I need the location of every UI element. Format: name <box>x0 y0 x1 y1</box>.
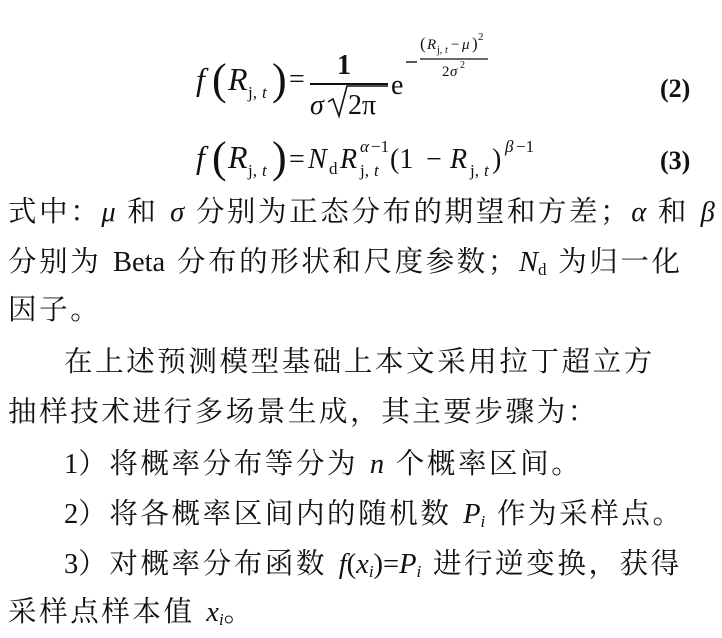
svg-text:α: α <box>360 137 369 156</box>
svg-text:R: R <box>427 37 437 53</box>
symbol-n: n <box>369 449 385 480</box>
svg-text:t: t <box>445 45 448 56</box>
symbol-beta: β <box>700 197 715 228</box>
text-span: 分别为正态分布的期望和方差； <box>195 195 632 228</box>
text-span: 抽样技术进行多场景生成，其主要步骤为： <box>8 395 599 428</box>
step-3 <box>64 546 682 590</box>
svg-text:−1: −1 <box>371 137 390 156</box>
svg-text:2: 2 <box>478 31 484 43</box>
text-span: 采样点样本值 <box>8 595 195 628</box>
svg-text:d: d <box>329 159 338 178</box>
svg-text:R: R <box>340 144 358 175</box>
svg-text:(1: (1 <box>390 144 414 175</box>
paragraph-2-line-2 <box>8 394 599 430</box>
text-span: 作为采样点。 <box>496 497 684 530</box>
svg-text:): ) <box>272 55 287 104</box>
text-span: 和 <box>657 195 689 228</box>
svg-text:t: t <box>262 83 267 102</box>
svg-text:j,: j, <box>360 161 369 180</box>
svg-text:=: = <box>289 64 305 95</box>
equation-2 <box>192 22 552 132</box>
text-span: 和 <box>127 195 159 228</box>
svg-text:R: R <box>228 61 248 97</box>
step-1 <box>64 446 582 483</box>
step-2 <box>64 496 684 540</box>
symbol-P: P <box>399 549 417 580</box>
svg-text:−: − <box>426 144 442 175</box>
paren-close: ) <box>373 549 384 580</box>
svg-text:R: R <box>450 144 468 175</box>
symbol-i-subscript: i <box>416 562 422 581</box>
svg-text:μ: μ <box>462 37 470 53</box>
equation-2-formula <box>192 22 552 132</box>
equation-2-number: (2) <box>660 74 691 103</box>
svg-text:(: ( <box>420 34 426 53</box>
symbol-mu: μ <box>101 197 116 228</box>
svg-text:j,: j, <box>437 45 443 56</box>
text-span: 进行逆变换，获得 <box>432 547 682 580</box>
equation-3 <box>192 130 592 190</box>
text-span: 为归一化 <box>558 245 683 278</box>
svg-text:t: t <box>262 161 267 180</box>
svg-text:): ) <box>272 133 287 182</box>
svg-text:f: f <box>196 139 205 175</box>
symbol-alpha: α <box>631 197 647 228</box>
symbol-N: N <box>519 247 539 278</box>
svg-text:t: t <box>374 161 379 180</box>
svg-text:): ) <box>472 34 478 53</box>
symbol-d-subscript: d <box>538 260 547 279</box>
text-span: 在上述预测模型基础上本文采用拉丁超立方 <box>64 345 655 378</box>
symbol-i-subscript: i <box>218 610 224 629</box>
svg-text:β: β <box>505 137 514 156</box>
svg-text:e: e <box>391 70 404 101</box>
symbol-f: f <box>338 549 347 580</box>
svg-text:σ: σ <box>450 64 458 80</box>
paragraph-2-line-1 <box>64 344 655 380</box>
text-span: 分别为 <box>8 245 102 278</box>
text-span: 。 <box>223 595 255 628</box>
equation-3-number: (3) <box>660 146 691 175</box>
svg-text:−: − <box>451 37 460 53</box>
text-span: 分布的形状和尺度参数； <box>176 245 519 278</box>
svg-text:R: R <box>228 139 248 175</box>
symbol-sigma: σ <box>170 197 185 228</box>
text-span: 个概率区间。 <box>395 447 583 480</box>
paragraph-1-line-3 <box>8 292 101 328</box>
text-span: ）将各概率区间内的随机数 <box>78 497 452 530</box>
paragraph-1-line-1 <box>8 194 715 231</box>
svg-text:−1: −1 <box>516 137 535 156</box>
symbol-i-subscript: i <box>368 562 374 581</box>
equation-3-formula <box>192 130 592 190</box>
symbol-P: P <box>463 499 481 530</box>
svg-text:(: ( <box>212 133 227 182</box>
svg-text:2: 2 <box>442 64 450 80</box>
svg-text:f: f <box>196 61 205 97</box>
svg-text:j,: j, <box>470 161 479 180</box>
text-span: ）将概率分布等分为 <box>78 447 359 480</box>
svg-text:j,: j, <box>248 161 257 180</box>
svg-text:2π: 2π <box>348 90 377 121</box>
svg-text:σ: σ <box>310 90 324 121</box>
step-number: 3 <box>64 549 79 580</box>
step-3-line-2 <box>8 594 255 638</box>
text-span: ）对概率分布函数 <box>78 547 328 580</box>
text-span: 式中： <box>8 195 102 228</box>
svg-text:(: ( <box>212 55 227 104</box>
symbol-x: x <box>356 549 369 580</box>
svg-text:j,: j, <box>248 83 257 102</box>
beta-word: Beta <box>112 247 166 278</box>
svg-text:1: 1 <box>337 50 351 81</box>
svg-text:): ) <box>492 144 502 175</box>
equals-sign: = <box>383 549 400 580</box>
svg-text:t: t <box>484 161 489 180</box>
step-number: 1 <box>64 449 79 480</box>
svg-text:=: = <box>289 144 305 175</box>
symbol-i-subscript: i <box>480 512 486 531</box>
paren-open: ( <box>346 549 357 580</box>
svg-text:N: N <box>308 144 327 175</box>
symbol-x: x <box>206 597 219 628</box>
text-span: 因子。 <box>8 293 102 326</box>
svg-text:2: 2 <box>460 60 465 71</box>
step-number: 2 <box>64 499 79 530</box>
paragraph-1-line-2 <box>8 244 683 288</box>
